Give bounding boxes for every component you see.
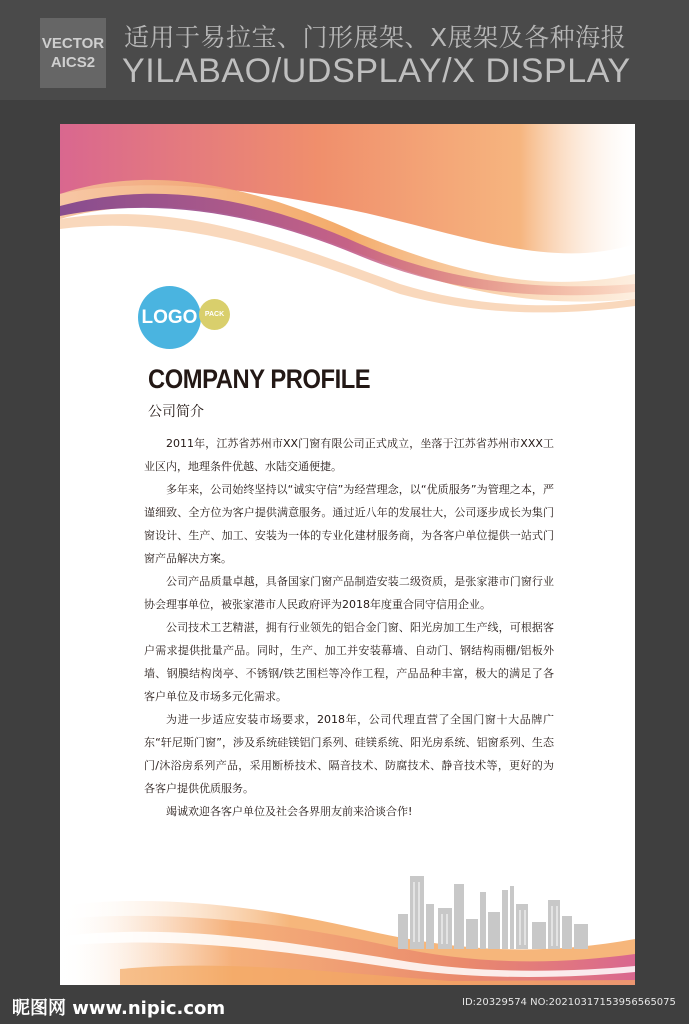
image-id-text: ID:20329574 NO:20210317153956565075 (462, 997, 676, 1008)
profile-paragraph: 竭诚欢迎各客户单位及社会各界朋友前来洽谈合作! (166, 805, 413, 818)
profile-paragraph: 公司技术工艺精湛，拥有行业领先的铝合金门窗、阳光房加工生产线，可根据客户需求提供批量产品。同时，生产、加工并安装幕墙、自动门、钢结构雨棚/铝板外墙、钢膜结构岗亭、不锈钢/铁艺围栏等冷作工程，产品品种丰富，极大的满足了各客户单位及市场多元化需求。 (144, 621, 554, 703)
poster (60, 124, 635, 985)
logo-small-text: PACK (204, 311, 225, 318)
banner-title-en: YILABAO/UDSPLAY/X DISPLAY (122, 52, 631, 90)
profile-body (144, 432, 554, 823)
badge-line2: AICS2 (50, 54, 96, 71)
logo-small-badge (199, 299, 230, 330)
badge-line1: VECTOR (41, 35, 105, 52)
vector-badge (40, 18, 106, 88)
company-profile-title: COMPANY PROFILE (148, 364, 371, 394)
profile-paragraph: 公司产品质量卓越，具备国家门窗产品制造安装二级资质，是张家港市门窗行业协会理事单位，被张家港市人民政府评为2018年度重合同守信用企业。 (144, 575, 554, 611)
top-banner (0, 0, 689, 100)
site-watermark: 昵图网 www.nipic.com (12, 998, 226, 1019)
profile-paragraph: 2011年，江苏省苏州市XX门窗有限公司正式成立，坐落于江苏省苏州市XXX工业区内，地理条件优越、水陆交通便捷。 (144, 437, 554, 473)
profile-paragraph: 为进一步适应安装市场要求，2018年，公司代理直营了全国门窗十大品牌广东“轩尼斯门窗”，涉及系统硅镁铝门系列、硅镁系统、阳光房系统、铝窗系列、生态门/沐浴房系列产品，采用断桥技术、隔音技术、防腐技术、静音技术等，更好的为各客户提供优质服务。 (144, 713, 554, 795)
company-profile-subtitle: 公司简介 (148, 404, 204, 420)
city-skyline-illustration (398, 874, 598, 949)
logo-text: LOGO (141, 306, 198, 328)
banner-title-cn: 适用于易拉宝、门形展架、X展架及各种海报 (124, 23, 627, 52)
logo-badge (138, 286, 201, 349)
profile-paragraph: 多年来，公司始终坚持以“诚实守信”为经营理念，以“优质服务”为管理之本，严谨细致、全方位为客户提供满意服务。通过近八年的发展壮大，公司逐步成长为集门窗设计、生产、加工、安装为一体的专业化建材服务商，为各客户单位提供一站式门窗产品解决方案。 (144, 483, 554, 565)
